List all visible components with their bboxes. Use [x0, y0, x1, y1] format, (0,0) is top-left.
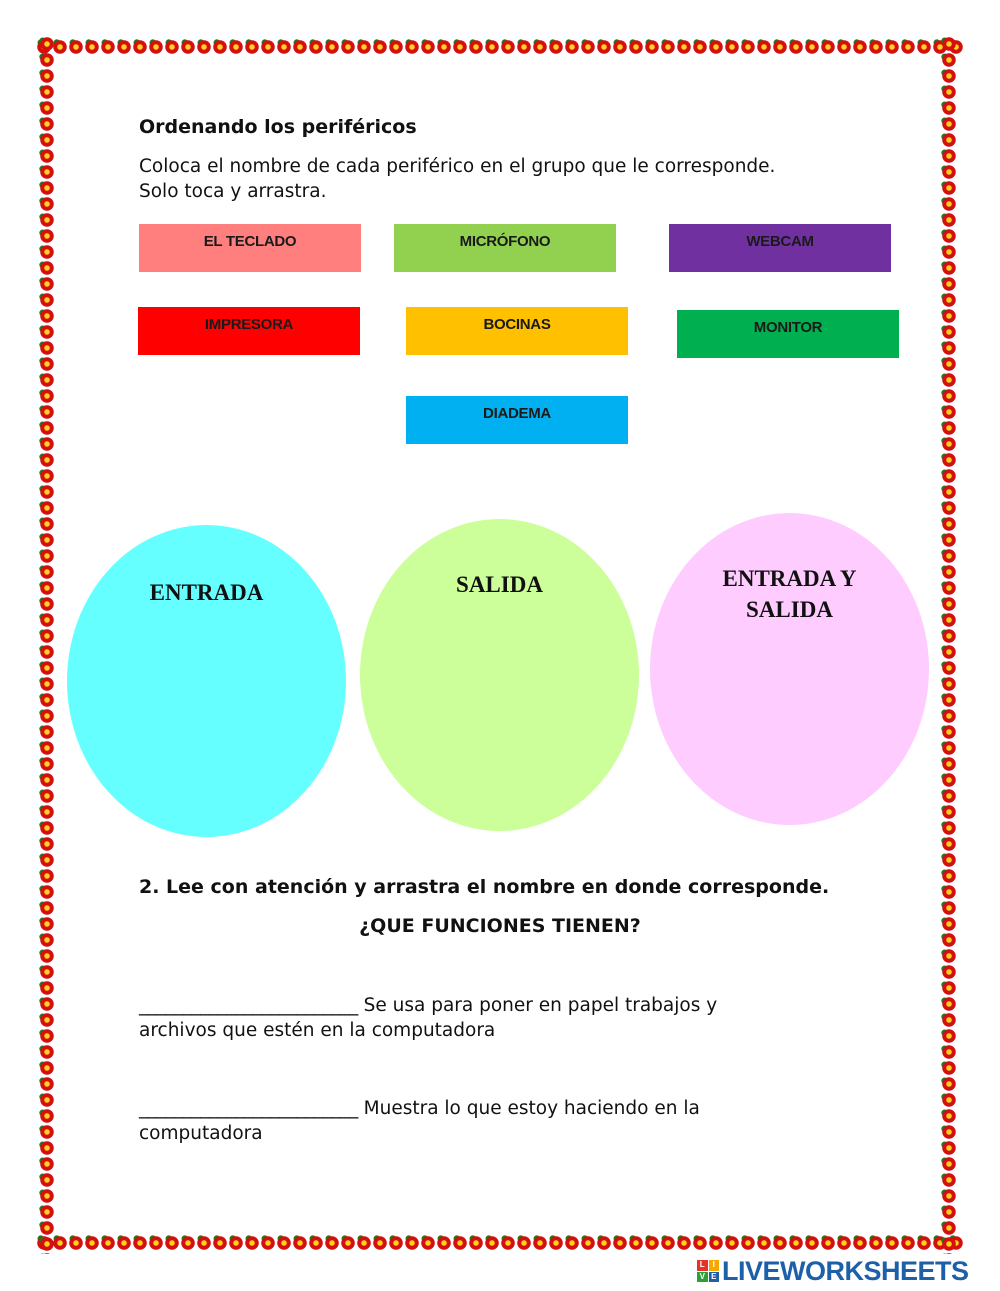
section-2-instruction: 2. Lee con atención y arrastra el nombre en donde corresponde.	[139, 876, 830, 898]
group-label-salida: SALIDA	[456, 572, 543, 597]
liveworksheets-logo-icon	[697, 1260, 719, 1282]
flower-border-bottom	[36, 1232, 964, 1254]
function-item-2	[139, 1096, 859, 1146]
logo-letter-i: I	[709, 1260, 720, 1271]
drop-zone-entrada[interactable]	[67, 525, 346, 837]
function-item-1	[139, 993, 859, 1043]
instructions-line-1: Coloca el nombre de cada periférico en el grupo que le corresponde.	[139, 156, 776, 177]
logo-letter-v: V	[697, 1272, 708, 1283]
function-text-2-cont: computadora	[139, 1123, 263, 1144]
flower-border-right	[938, 36, 960, 1254]
logo-letter-l: L	[697, 1260, 708, 1271]
chip-monitor[interactable]: MONITOR	[677, 310, 899, 358]
worksheet-instructions	[139, 154, 859, 204]
flower-border-top	[36, 36, 964, 58]
chip-microfono[interactable]: MICRÓFONO	[394, 224, 616, 272]
instructions-line-2: Solo toca y arrastra.	[139, 181, 327, 202]
drop-zone-salida[interactable]	[360, 519, 639, 831]
chip-el-teclado[interactable]: EL TECLADO	[139, 224, 361, 272]
chip-impresora[interactable]: IMPRESORA	[138, 307, 360, 355]
drop-zone-entrada-y-salida[interactable]	[650, 513, 929, 825]
worksheet-title: Ordenando los periféricos	[139, 116, 417, 138]
group-label-entrada-y-salida: ENTRADA Y SALIDA	[722, 566, 857, 622]
section-2-subtitle: ¿QUE FUNCIONES TIENEN?	[359, 915, 641, 937]
chip-webcam[interactable]: WEBCAM	[669, 224, 891, 272]
logo-letter-e: E	[709, 1272, 720, 1283]
brand-name: LIVEWORKSHEETS	[722, 1255, 969, 1286]
flower-border-left	[36, 36, 58, 1254]
answer-blank-2[interactable]: _________________________	[139, 1098, 358, 1119]
function-text-1: Se usa para poner en papel trabajos y	[357, 995, 718, 1016]
function-text-2: Muestra lo que estoy haciendo en la	[357, 1098, 700, 1119]
function-text-1-cont: archivos que estén en la computadora	[139, 1020, 496, 1041]
chip-bocinas[interactable]: BOCINAS	[406, 307, 628, 355]
answer-blank-1[interactable]: _________________________	[139, 995, 358, 1016]
group-label-entrada: ENTRADA	[149, 580, 264, 605]
liveworksheets-brand[interactable]	[697, 1256, 969, 1286]
chip-diadema[interactable]: DIADEMA	[406, 396, 628, 444]
